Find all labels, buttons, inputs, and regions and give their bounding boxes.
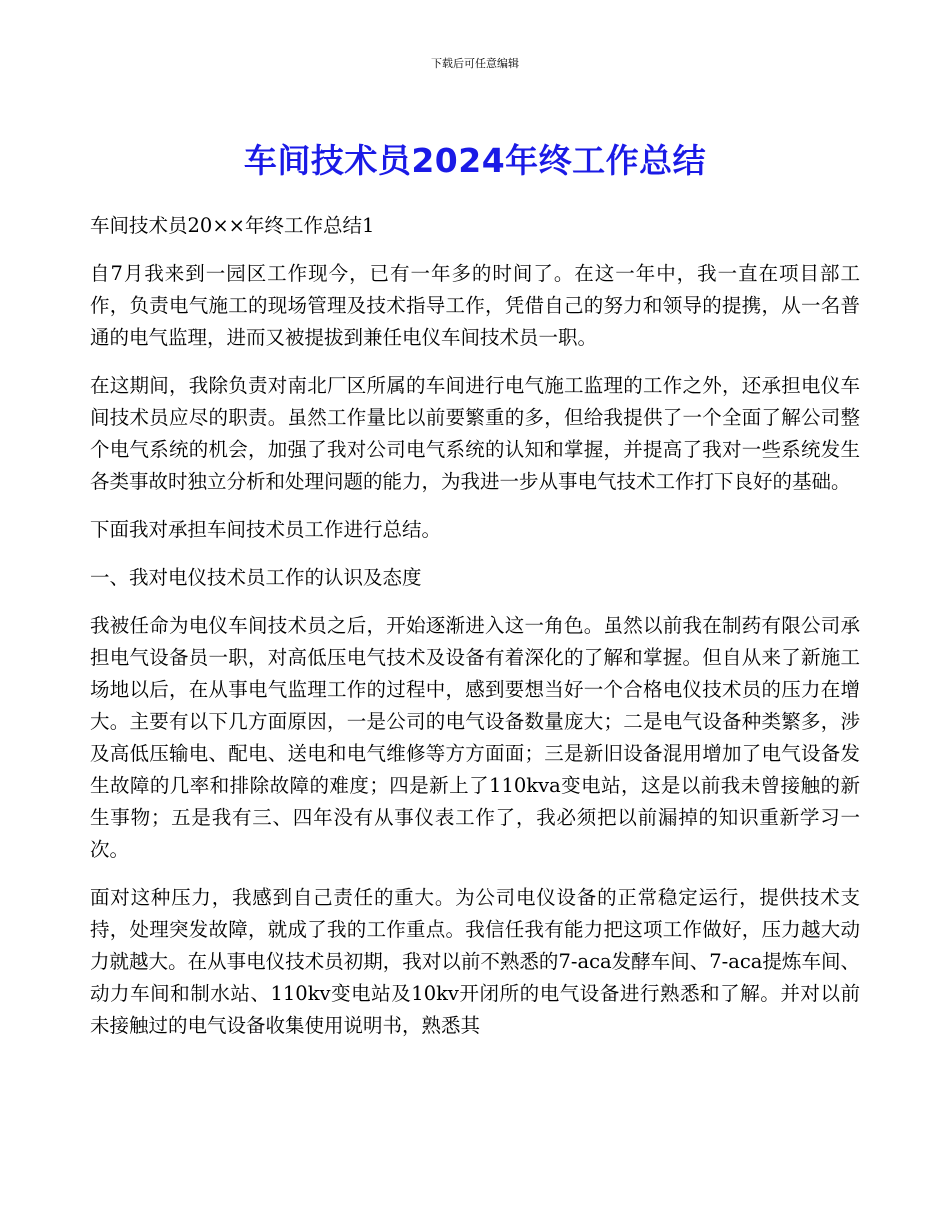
paragraph: 下面我对承担车间技术员工作进行总结。 [90, 518, 442, 541]
paragraph: 在这期间，我除负责对南北厂区所属的车间进行电气施工监理的工作之外，还承担电仪车间技术员应尽的职责。虽然工作量比以前要繁重的多，但给我提供了一个全面了解公司整个电气系统的机会，加强了我对公司电气系统的认知和掌握，并提高了我对一些系统发生各类事故时独立分析和处理问题的能力，为我进一步从事电气技术工作打下良好的基础。 [90, 374, 860, 493]
paragraph: 我被任命为电仪车间技术员之后，开始逐渐进入这一角色。虽然以前我在制药有限公司承担电气设备员一职，对高低压电气技术及设备有着深化的了解和掌握。但自从来了新施工场地以后，在从事电气监理工作的过程中，感到要想当好一个合格电仪技术员的压力在增大。主要有以下几方面原因，一是公司的电气设备数量庞大；二是电气设备种类繁多，涉及高低压输电、配电、送电和电气维修等方方面面；三是新旧设备混用增加了电气设备发生故障的几率和排除故障的难度；四是新上了110kva变电站，这是以前我未曾接触的新生事物；五是我有三、四年没有从事仪表工作了，我必须把以前漏掉的知识重新学习一次。 [90, 614, 860, 861]
paragraph-subtitle: 车间技术员20××年终工作总结1 [90, 214, 375, 237]
document-body [90, 210, 860, 1058]
paragraph: 自7月我来到一园区工作现今，已有一年多的时间了。在这一年中，我一直在项目部工作，负责电气施工的现场管理及技术指导工作，凭借自己的努力和领导的提携，从一名普通的电气监理，进而又被提拔到兼任电仪车间技术员一职。 [90, 262, 860, 349]
paragraph: 面对这种压力，我感到自己责任的重大。为公司电仪设备的正常稳定运行，提供技术支持，处理突发故障，就成了我的工作重点。我信任我有能力把这项工作做好，压力越大动力就越大。在从事电仪技术员初期，我对以前不熟悉的7-aca发酵车间、7-aca提炼车间、动力车间和制水站、110kv变电站及10kv开闭所的电气设备进行熟悉和了解。并对以前未接触过的电气设备收集使用说明书，熟悉其 [90, 886, 860, 1037]
document-title: 车间技术员2024年终工作总结 [243, 141, 707, 180]
section-heading: 一、我对电仪技术员工作的认识及态度 [90, 566, 422, 589]
header-note: 下载后可任意编辑 [431, 57, 519, 70]
